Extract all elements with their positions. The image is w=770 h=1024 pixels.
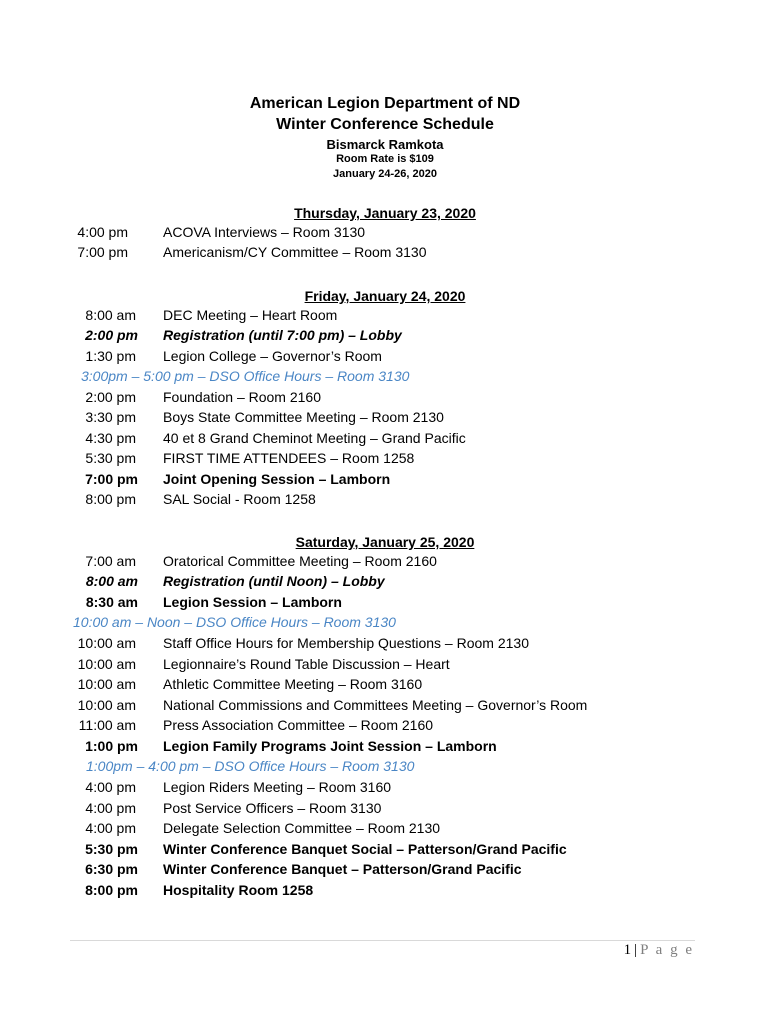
event-time: 4:00 pm (85, 820, 136, 836)
event-description: Registration (until Noon) – Lobby (163, 573, 385, 589)
schedule-row (0, 717, 770, 737)
schedule-row (0, 820, 770, 840)
saturday-heading: Saturday, January 25, 2020 (295, 534, 475, 550)
schedule-row (0, 861, 770, 881)
schedule-row (0, 676, 770, 696)
thursday-heading: Thursday, January 23, 2020 (294, 205, 476, 221)
conference-dates: January 24-26, 2020 (333, 168, 437, 180)
event-description: FIRST TIME ATTENDEES – Room 1258 (163, 450, 415, 466)
event-time: 10:00 am (77, 676, 136, 692)
event-description: Joint Opening Session – Lamborn (163, 471, 391, 487)
event-time: 6:30 pm (85, 861, 138, 877)
schedule-row (0, 389, 770, 409)
event-description: Legion Session – Lamborn (163, 594, 342, 610)
event-time: 7:00 pm (85, 471, 138, 487)
dso-office-hours-row (0, 368, 770, 388)
event-time: 4:00 pm (77, 224, 128, 240)
event-description: Legion College – Governor’s Room (163, 348, 382, 364)
schedule-row (0, 697, 770, 717)
event-time: 7:00 pm (77, 244, 128, 260)
dso-office-hours-text: 3:00pm – 5:00 pm – DSO Office Hours – Room 3130 (81, 368, 410, 384)
event-time: 10:00 am (77, 656, 136, 672)
event-time: 8:00 am (85, 573, 138, 589)
schedule-row (0, 656, 770, 676)
friday-heading: Friday, January 24, 2020 (304, 288, 466, 304)
schedule-row (0, 882, 770, 902)
event-description: Staff Office Hours for Membership Questions – Room 2130 (163, 635, 529, 651)
event-description: Hospitality Room 1258 (163, 882, 314, 898)
schedule-row (0, 224, 770, 244)
event-description: Registration (until 7:00 pm) – Lobby (163, 327, 402, 343)
event-time: 3:30 pm (85, 409, 136, 425)
venue-name: Bismarck Ramkota (326, 137, 444, 152)
event-description: SAL Social - Room 1258 (163, 491, 316, 507)
dso-office-hours-row (0, 614, 770, 634)
schedule-row (0, 244, 770, 264)
event-description: Legion Family Programs Joint Session – Lamborn (163, 738, 497, 754)
schedule-row (0, 594, 770, 614)
event-description: Winter Conference Banquet – Patterson/Grand Pacific (163, 861, 522, 877)
schedule-row (0, 738, 770, 758)
event-description: National Commissions and Committees Meeting – Governor’s Room (163, 697, 588, 713)
event-time: 8:00 am (85, 307, 136, 323)
event-time: 4:00 pm (85, 779, 136, 795)
event-description: Legionnaire’s Round Table Discussion – Heart (163, 656, 450, 672)
schedule-row (0, 430, 770, 450)
schedule-row (0, 327, 770, 347)
event-description: Post Service Officers – Room 3130 (163, 800, 382, 816)
page-footer (624, 942, 694, 959)
schedule-row (0, 491, 770, 511)
event-time: 5:30 pm (85, 450, 136, 466)
schedule-row (0, 841, 770, 861)
page-number: 1 (623, 942, 632, 958)
schedule-row (0, 635, 770, 655)
event-description: ACOVA Interviews – Room 3130 (163, 224, 366, 240)
schedule-row (0, 779, 770, 799)
event-time: 2:00 pm (85, 327, 138, 343)
event-description: Foundation – Room 2160 (163, 389, 321, 405)
event-time: 10:00 am (77, 697, 136, 713)
event-time: 8:00 pm (85, 882, 138, 898)
schedule-row (0, 573, 770, 593)
schedule-row (0, 307, 770, 327)
event-time: 10:00 am (77, 635, 136, 651)
page-label: P a g e (640, 942, 694, 958)
footer-divider (70, 940, 695, 941)
event-description: Americanism/CY Committee – Room 3130 (163, 244, 427, 260)
footer-separator: | (634, 942, 638, 958)
event-description: Press Association Committee – Room 2160 (163, 717, 434, 733)
document-subtitle: Winter Conference Schedule (276, 116, 494, 133)
event-time: 11:00 am (78, 717, 136, 733)
schedule-row (0, 471, 770, 491)
event-description: DEC Meeting – Heart Room (163, 307, 338, 323)
event-description: Athletic Committee Meeting – Room 3160 (163, 676, 423, 692)
schedule-row (0, 553, 770, 573)
event-time: 8:30 am (85, 594, 138, 610)
event-description: 40 et 8 Grand Cheminot Meeting – Grand Pacific (163, 430, 466, 446)
event-time: 8:00 pm (85, 491, 136, 507)
event-description: Legion Riders Meeting – Room 3160 (163, 779, 392, 795)
schedule-row (0, 409, 770, 429)
event-description: Winter Conference Banquet Social – Patterson/Grand Pacific (163, 841, 567, 857)
document-title: American Legion Department of ND (249, 95, 521, 112)
event-description: Oratorical Committee Meeting – Room 2160 (163, 553, 437, 569)
event-time: 5:30 pm (85, 841, 138, 857)
schedule-row (0, 450, 770, 470)
dso-office-hours-text: 1:00pm – 4:00 pm – DSO Office Hours – Room 3130 (86, 758, 415, 774)
event-time: 4:30 pm (85, 430, 136, 446)
event-time: 4:00 pm (85, 800, 136, 816)
event-time: 1:00 pm (85, 738, 138, 754)
event-description: Boys State Committee Meeting – Room 2130 (163, 409, 444, 425)
dso-office-hours-text: 10:00 am – Noon – DSO Office Hours – Room 3130 (73, 614, 396, 630)
dso-office-hours-row (0, 758, 770, 778)
event-time: 1:30 pm (85, 348, 136, 364)
event-time: 2:00 pm (85, 389, 136, 405)
schedule-row (0, 800, 770, 820)
event-description: Delegate Selection Committee – Room 2130 (163, 820, 441, 836)
schedule-row (0, 348, 770, 368)
room-rate: Room Rate is $109 (336, 153, 434, 165)
event-time: 7:00 am (85, 553, 136, 569)
